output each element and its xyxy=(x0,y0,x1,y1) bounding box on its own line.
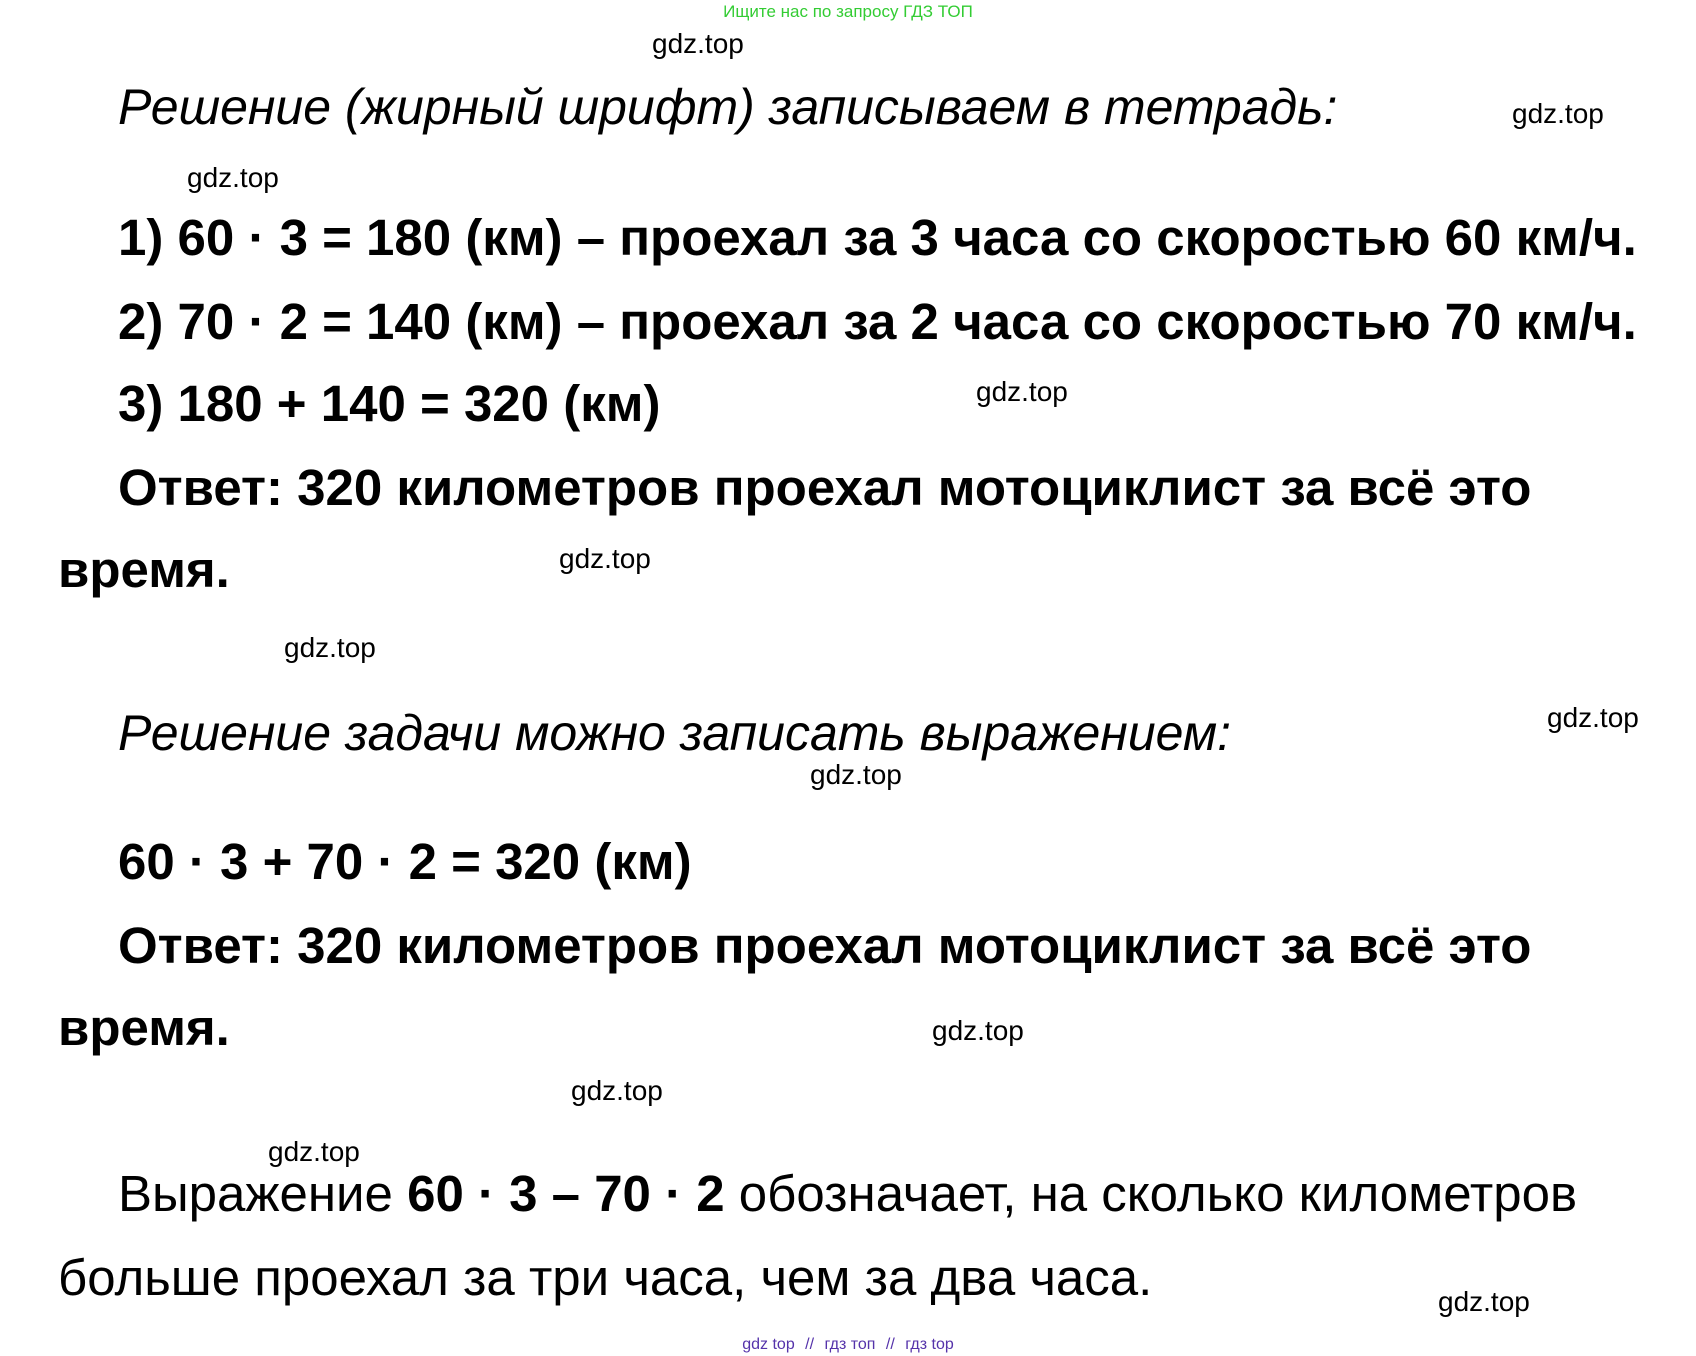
answer-line: время. xyxy=(58,541,230,598)
footer-separator: // xyxy=(885,1336,895,1353)
explanation-line-2: больше проехал за три часа, чем за два часа. xyxy=(58,1249,1153,1306)
explanation-line xyxy=(118,1164,1577,1223)
top-banner: Ищите нас по запросу ГДЗ ТОП xyxy=(723,2,973,21)
solution-step-2: 2) 70 · 2 = 140 (км) – проехал за 2 часа со скоростью 70 км/ч. xyxy=(118,293,1637,350)
solution-step-3: 3) 180 + 140 = 320 (км) xyxy=(118,375,661,432)
watermark-text: gdz.top xyxy=(652,28,744,59)
watermark-text: gdz.top xyxy=(1547,702,1639,733)
watermark-text: gdz.top xyxy=(810,759,902,790)
watermark-text: gdz.top xyxy=(1438,1286,1530,1317)
explanation-expression: 60 · 3 – 70 · 2 xyxy=(407,1165,725,1222)
explanation-prefix: Выражение xyxy=(118,1165,408,1222)
answer-line: время. xyxy=(58,999,230,1056)
watermark-text: gdz.top xyxy=(187,162,279,193)
expression-line: 60 · 3 + 70 · 2 = 320 (км) xyxy=(118,833,692,890)
expression-heading: Решение задачи можно записать выражением: xyxy=(118,705,1232,761)
solution-heading: Решение (жирный шрифт) записываем в тетрадь: xyxy=(118,79,1338,135)
explanation-suffix: обозначает, на сколько километров xyxy=(724,1165,1578,1222)
footer-separator: // xyxy=(805,1336,815,1353)
footer-link[interactable]: gdz top xyxy=(742,1336,795,1353)
footer-links xyxy=(0,1336,1696,1354)
answer-line: Ответ: 320 километров проехал мотоциклист за всё это xyxy=(118,459,1532,516)
solution-step-1: 1) 60 · 3 = 180 (км) – проехал за 3 часа со скоростью 60 км/ч. xyxy=(118,209,1637,266)
watermark-text: gdz.top xyxy=(571,1075,663,1106)
watermark-text: gdz.top xyxy=(559,543,651,574)
footer-link[interactable]: гдз top xyxy=(905,1336,954,1353)
watermark-text: gdz.top xyxy=(932,1015,1024,1046)
footer-link[interactable]: гдз топ xyxy=(824,1336,876,1353)
watermark-text: gdz.top xyxy=(976,376,1068,407)
watermark-text: gdz.top xyxy=(284,632,376,663)
watermark-text: gdz.top xyxy=(268,1136,360,1167)
answer-line: Ответ: 320 километров проехал мотоциклист за всё это xyxy=(118,917,1532,974)
watermark-text: gdz.top xyxy=(1512,98,1604,129)
